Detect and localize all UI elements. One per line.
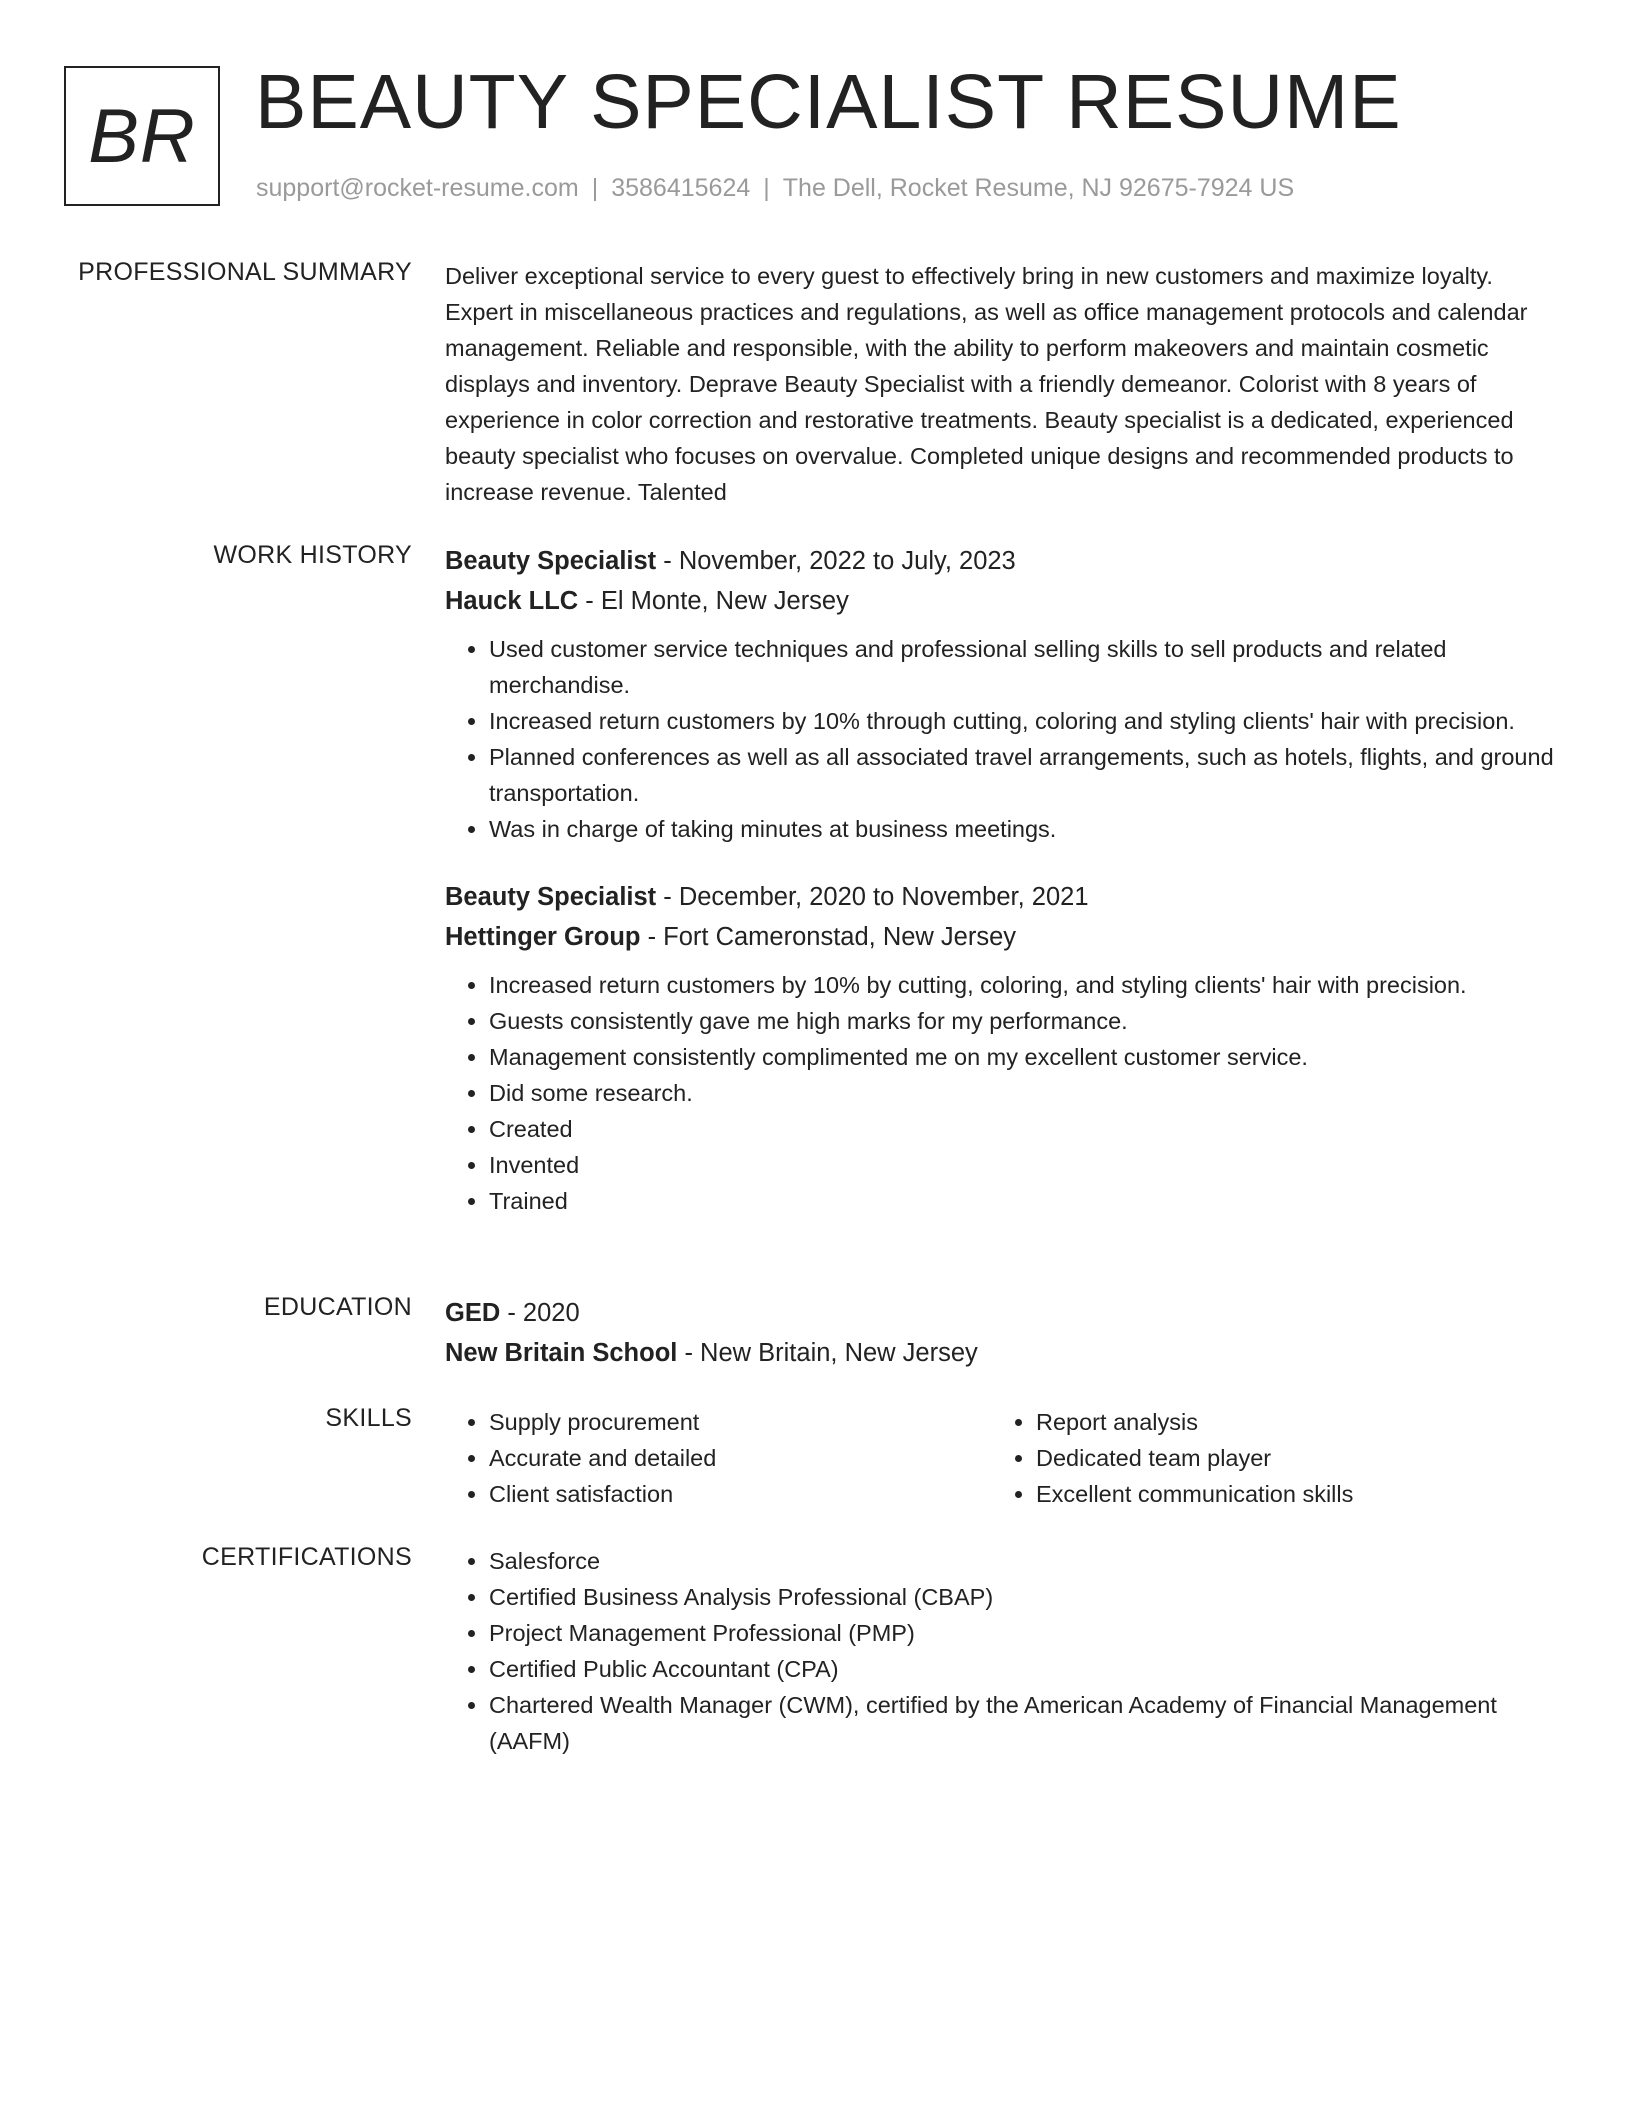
certification-item: • Chartered Wealth Manager (CWM), certified by the American Academy of Financial Management (AAFM): [489, 1687, 1555, 1759]
skills-column-right: [992, 1404, 1539, 1512]
summary-body: [445, 258, 1555, 510]
job-company-line: [445, 917, 1555, 957]
job-title: Beauty Specialist: [445, 547, 657, 575]
section-label-certifications: CERTIFICATIONS: [201, 1543, 412, 1571]
monogram-badge: [64, 66, 220, 206]
contact-separator: |: [763, 174, 770, 202]
job-entry: [445, 877, 1555, 1219]
education-location: - New Britain, New Jersey: [677, 1339, 978, 1367]
job-title-line: [445, 541, 1555, 581]
skill-item: • Supply procurement: [489, 1404, 992, 1440]
skill-item: • Dedicated team player: [1036, 1440, 1539, 1476]
skills-columns: [445, 1404, 1555, 1512]
education-school-line: [445, 1333, 1555, 1373]
certification-item: • Project Management Professional (PMP): [489, 1615, 1555, 1651]
job-location: - Fort Cameronstad, New Jersey: [640, 923, 1017, 951]
job-bullet: • Was in charge of taking minutes at business meetings.: [489, 811, 1555, 847]
job-bullet: • Created: [489, 1111, 1555, 1147]
summary-text: Deliver exceptional service to every guest to effectively bring in new customers and maximize loyalty. Expert in miscellaneous practices and regulations, as well as office management protocols and calendar management. Reliable and responsible, with the ability to perform makeovers and maintain cosmetic displays and inventory. Deprave Beauty Specialist with a friendly demeanor. Colorist with 8 years of experience in color correction and restorative treatments. Beauty specialist is a dedicated, experienced beauty specialist who focuses on overvalue. Completed unique designs and recommended products to increase revenue. Talented: [445, 263, 1528, 505]
job-bullets: [445, 631, 1555, 847]
skills-list: [445, 1404, 992, 1512]
job-entry: [445, 541, 1555, 847]
job-dates: - November, 2022 to July, 2023: [656, 547, 1016, 575]
skill-item: • Excellent communication skills: [1036, 1476, 1539, 1512]
skills-list: [992, 1404, 1539, 1512]
education-year: - 2020: [500, 1299, 580, 1327]
skills-body: [445, 1404, 1555, 1512]
job-bullets: [445, 967, 1555, 1219]
job-company: Hettinger Group: [445, 923, 641, 951]
job-bullet: • Increased return customers by 10% by cutting, coloring, and styling clients' hair with precision.: [489, 967, 1555, 1003]
education-school: New Britain School: [445, 1339, 678, 1367]
contact-separator: |: [591, 174, 599, 202]
certification-item: • Certified Business Analysis Professional (CBAP): [489, 1579, 1555, 1615]
section-label-skills: SKILLS: [325, 1404, 412, 1432]
job-bullet: • Management consistently complimented me on my excellent customer service.: [489, 1039, 1555, 1075]
resume-title: BEAUTY SPECIALIST RESUME: [255, 59, 1402, 145]
skill-item: • Client satisfaction: [489, 1476, 992, 1512]
job-location: - El Monte, New Jersey: [578, 587, 849, 615]
skill-item: • Report analysis: [1036, 1404, 1539, 1440]
certification-item: • Salesforce: [489, 1543, 1555, 1579]
job-bullet: • Invented: [489, 1147, 1555, 1183]
job-bullet: • Planned conferences as well as all associated travel arrangements, such as hotels, flights, and ground transportation.: [489, 739, 1555, 811]
section-label-work-history: WORK HISTORY: [213, 541, 412, 569]
job-company-line: [445, 581, 1555, 621]
job-bullet: • Increased return customers by 10% through cutting, coloring and styling clients' hair with precision.: [489, 703, 1555, 739]
work-history-body: [445, 541, 1555, 1249]
contact-line: [256, 174, 1294, 203]
job-title-line: [445, 877, 1555, 917]
contact-email: support@rocket-resume.com: [256, 174, 579, 202]
contact-phone: 3586415624: [611, 174, 751, 202]
job-dates: - December, 2020 to November, 2021: [656, 883, 1089, 911]
job-bullet: • Used customer service techniques and professional selling skills to sell products and related merchandise.: [489, 631, 1555, 703]
skill-item: • Accurate and detailed: [489, 1440, 992, 1476]
contact-address: The Dell, Rocket Resume, NJ 92675-7924 US: [782, 174, 1295, 202]
section-label-summary: PROFESSIONAL SUMMARY: [78, 258, 412, 286]
job-company: Hauck LLC: [445, 587, 579, 615]
section-label-education: EDUCATION: [263, 1293, 412, 1321]
job-bullet: • Guests consistently gave me high marks for my performance.: [489, 1003, 1555, 1039]
certification-item: • Certified Public Accountant (CPA): [489, 1651, 1555, 1687]
education-degree-line: [445, 1293, 1555, 1333]
education-degree: GED: [445, 1299, 501, 1327]
job-bullet: • Did some research.: [489, 1075, 1555, 1111]
job-bullet: • Trained: [489, 1183, 1555, 1219]
monogram-text: BR: [88, 93, 196, 179]
job-title: Beauty Specialist: [445, 883, 657, 911]
education-body: [445, 1293, 1555, 1373]
skills-column-left: [445, 1404, 992, 1512]
certifications-list: [445, 1543, 1555, 1759]
certifications-body: [445, 1543, 1555, 1759]
